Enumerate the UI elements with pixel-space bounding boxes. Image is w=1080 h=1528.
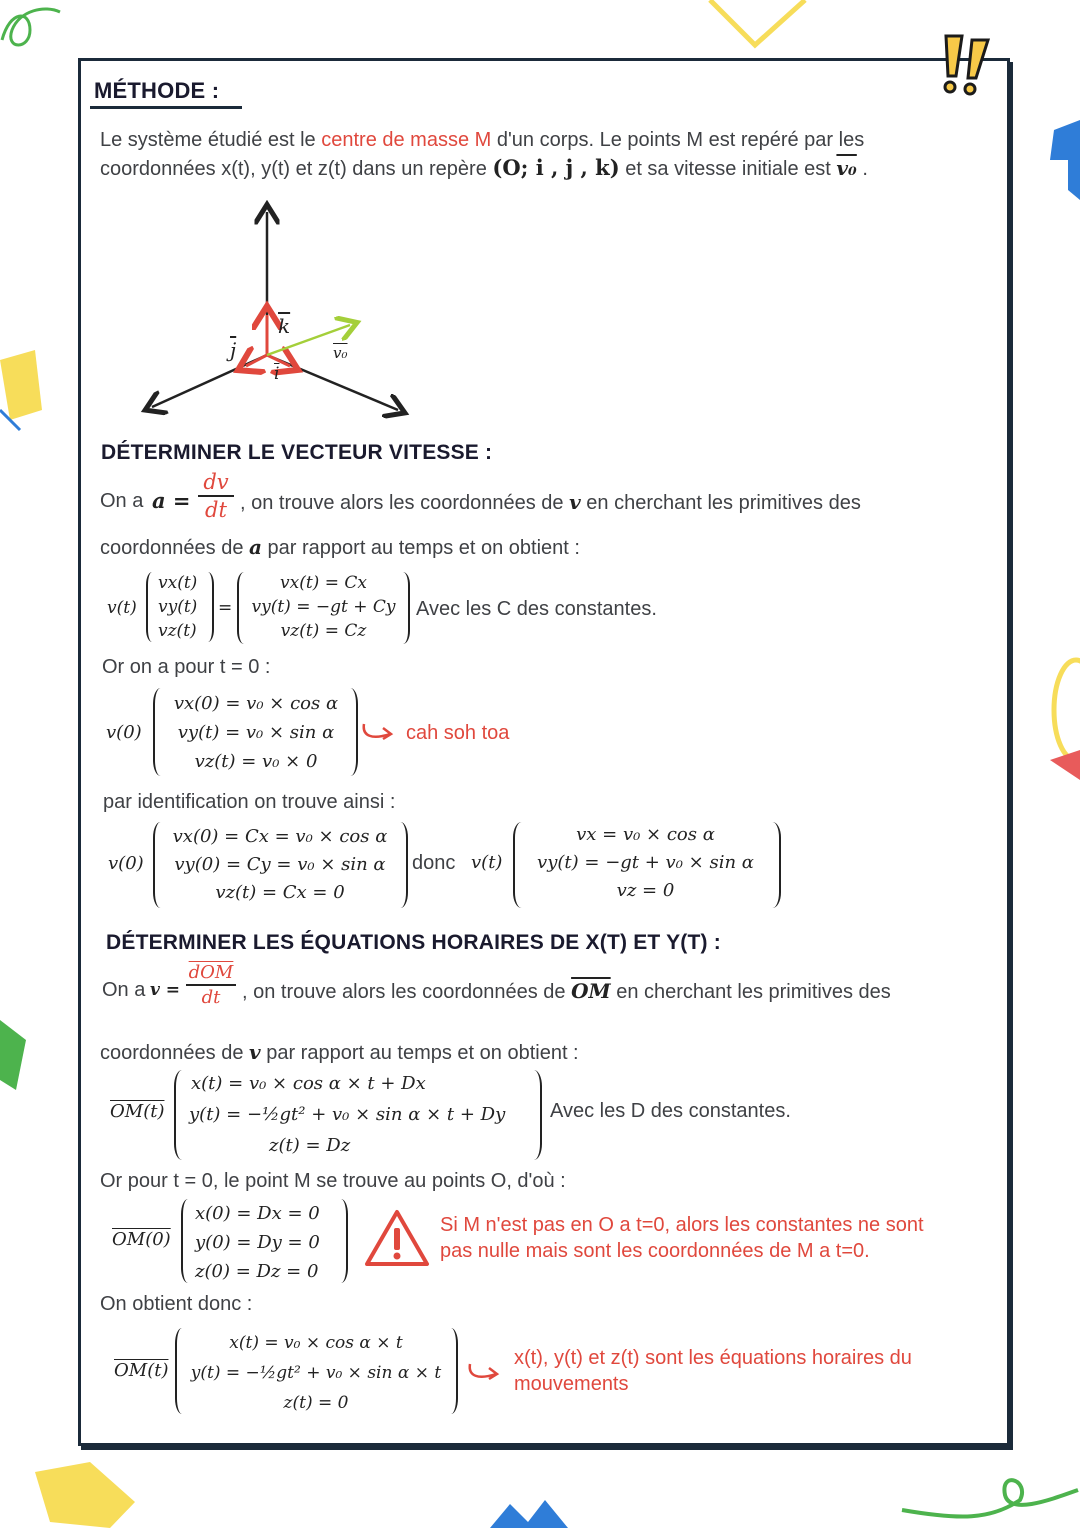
text: par rapport au temps et on obtient : — [260, 1042, 579, 1064]
matrix-row: vx(0) = v₀ × cos α — [173, 693, 339, 714]
matrix-row: vz(t) = Cx = 0 — [215, 882, 345, 903]
matrix-row: vy(0) = Cy = v₀ × sin α — [174, 854, 386, 875]
matrix-row: vz(t) = v₀ × 0 — [194, 751, 318, 772]
intro-text: coordonnées x(t), y(t) et z(t) dans un repère — [100, 158, 493, 180]
matrix-row: vz(t) — [158, 621, 197, 641]
matrix-row: z(t) = Dz — [269, 1135, 351, 1156]
matrix-row: vx(0) = Cx = v₀ × cos α — [172, 826, 388, 847]
decor-blue-shape — [1048, 120, 1080, 200]
dv-dt-fraction — [198, 470, 234, 522]
paren-right — [764, 822, 781, 908]
velocity-line-1b — [240, 490, 861, 515]
j-label: $\overline{j}$ — [230, 338, 237, 362]
final-note-line-2: mouvements — [514, 1373, 629, 1395]
v-symbol: v — [569, 490, 581, 514]
decor-yellow-ring — [1036, 650, 1080, 780]
text: coordonnées de — [100, 537, 250, 559]
om0-components — [195, 1199, 320, 1286]
paren-left — [237, 572, 251, 644]
identified-components — [164, 823, 396, 907]
om-primitives — [189, 1068, 529, 1161]
decor-squiggle — [0, 0, 80, 60]
warning-line-1: Si M n'est pas en O a t=0, alors les constantes ne sont — [440, 1214, 924, 1236]
matrix-row: vy(t) = v₀ × sin α — [177, 722, 335, 743]
matrix-row: vy(t) — [158, 597, 198, 617]
method-title: MÉTHODE : — [94, 78, 220, 103]
intro-line-2 — [100, 155, 868, 181]
obtient-line: On obtient donc : — [100, 1293, 253, 1315]
donc-label: donc — [412, 852, 456, 874]
matrix-row: vx(t) = Cx — [280, 573, 367, 593]
final-equations — [188, 1328, 444, 1418]
a-vector-eq: a = — [152, 488, 191, 513]
matrix-row: vx(t) — [158, 573, 198, 593]
cah-note: cah soh toa — [406, 722, 510, 744]
paren-right — [396, 572, 410, 644]
matrix-row: x(t) = v₀ × cos α × t — [229, 1333, 403, 1353]
fraction-bar — [186, 984, 236, 986]
equals-sign: = — [218, 598, 233, 618]
v-of-t-label: v(t) — [107, 598, 137, 618]
matrix-row: y(0) = Dy = 0 — [195, 1232, 320, 1253]
dom-dt-fraction — [186, 962, 236, 1008]
om-of-t-label: OM(t) — [110, 1101, 165, 1122]
velocity-line-1a: On a — [100, 490, 144, 512]
or-t0-hourly: Or pour t = 0, le point M se trouve au points O, d'où : — [100, 1170, 566, 1192]
velocity-result — [528, 821, 763, 905]
decor-green-shape — [0, 1020, 30, 1090]
j-vector — [246, 355, 267, 366]
v-components — [158, 571, 197, 643]
intro-text: Le système étudié est le — [100, 129, 322, 151]
constants-note-c: Avec les C des constantes. — [416, 598, 657, 620]
paren-right — [526, 1070, 542, 1160]
matrix-row: vx = v₀ × cos α — [576, 824, 715, 845]
matrix-row: x(0) = Dx = 0 — [195, 1203, 320, 1224]
matrix-row: y(t) = −½gt² + v₀ × sin α × t — [190, 1363, 442, 1383]
highlight-center-of-mass: centre de masse M — [321, 129, 492, 151]
decor-yellow-bottom — [30, 1462, 140, 1528]
paren-right — [334, 1199, 348, 1283]
curved-arrow-icon — [466, 1362, 502, 1384]
initial-components — [166, 689, 346, 776]
final-note-line-1: x(t), y(t) et z(t) sont les équations horaires du — [514, 1347, 912, 1369]
v-of-0-label: v(0) — [108, 853, 144, 874]
v-of-0-label: v(0) — [106, 722, 142, 743]
matrix-row: z(0) = Dz = 0 — [195, 1261, 319, 1282]
v0-label: v₀ — [333, 344, 348, 362]
paren-left — [181, 1199, 195, 1283]
axes-diagram — [140, 200, 420, 420]
v-of-t-label: v(t) — [471, 852, 503, 873]
fraction-denominator: dt — [205, 498, 227, 522]
om-symbol: $\overline{OM}$ — [571, 979, 611, 1003]
paren-right — [393, 822, 408, 908]
text: en cherchant les primitives des — [610, 981, 891, 1003]
v-symbol: v — [249, 1040, 261, 1064]
intro-line-1 — [100, 129, 864, 152]
frame-notation: (O; i , j , k) — [492, 155, 620, 180]
text: , on trouve alors les coordonnées de — [242, 981, 572, 1003]
decor-yellow-heart — [700, 0, 810, 50]
intro-text: . — [856, 158, 868, 180]
paren-left — [175, 1328, 189, 1414]
intro-text: et sa vitesse initiale est — [619, 158, 837, 180]
paren-right — [202, 572, 214, 642]
paren-left — [174, 1070, 190, 1160]
v-vector-eq: v = — [150, 980, 181, 1000]
matrix-row: vz(t) = Cz — [280, 621, 367, 641]
velocity-line-2 — [100, 535, 580, 560]
paren-right — [444, 1328, 458, 1414]
hourly-line-2 — [100, 1040, 579, 1065]
text: coordonnées de — [100, 1042, 250, 1064]
hourly-title: DÉTERMINER LES ÉQUATIONS HORAIRES DE X(T) ET Y(T) : — [106, 931, 721, 954]
hourly-line-1b — [242, 979, 891, 1004]
matrix-row: vz = 0 — [616, 880, 675, 901]
text: par rapport au temps et on obtient : — [261, 537, 580, 559]
k-label: $\overline{k}$ — [278, 314, 291, 338]
text: en cherchant les primitives des — [580, 492, 861, 514]
matrix-row: vy(t) = −gt + Cy — [251, 597, 396, 617]
fraction-bar — [198, 495, 234, 497]
matrix-row: y(t) = −½gt² + v₀ × sin α × t + Dy — [189, 1104, 506, 1125]
fraction-denominator: dt — [201, 987, 221, 1008]
matrix-row: z(t) = 0 — [283, 1393, 349, 1413]
decor-blue-mountain — [490, 1500, 570, 1528]
constants-note-d: Avec les D des constantes. — [550, 1100, 791, 1122]
om-of-0-label: OM(0) — [112, 1229, 171, 1250]
warning-icon — [364, 1208, 430, 1268]
text: , on trouve alors les coordonnées de — [240, 492, 570, 514]
curved-arrow-icon — [360, 722, 396, 744]
matrix-row: vy(t) = −gt + v₀ × sin α — [537, 852, 754, 873]
identification-line: par identification on trouve ainsi : — [103, 791, 396, 813]
decor-green-swirl — [900, 1460, 1080, 1528]
velocity-title: DÉTERMINER LE VECTEUR VITESSE : — [101, 441, 493, 464]
paren-left — [146, 572, 158, 642]
title-underline — [90, 106, 242, 109]
a-symbol: a — [249, 535, 262, 559]
hourly-line-1a: On a — [102, 979, 146, 1001]
fraction-numerator: dv — [203, 470, 229, 494]
v0-symbol: v₀ — [836, 156, 857, 180]
fraction-numerator: $\overline{dOM}$ — [188, 962, 234, 983]
matrix-row: x(t) = v₀ × cos α × t + Dx — [191, 1073, 426, 1094]
warning-line-2: pas nulle mais sont les coordonnées de M a t=0. — [440, 1240, 870, 1262]
exclamation-icon — [936, 32, 996, 96]
om-of-t-label: OM(t) — [114, 1360, 169, 1381]
i-label: $\overline{i}$ — [274, 364, 280, 384]
intro-text: d'un corps. Le points M est repéré par les — [491, 129, 865, 151]
paren-right — [343, 688, 358, 776]
or-t0-line: Or on a pour t = 0 : — [102, 656, 271, 678]
decor-yellow-blob — [0, 350, 45, 450]
v-primitives — [251, 571, 396, 643]
